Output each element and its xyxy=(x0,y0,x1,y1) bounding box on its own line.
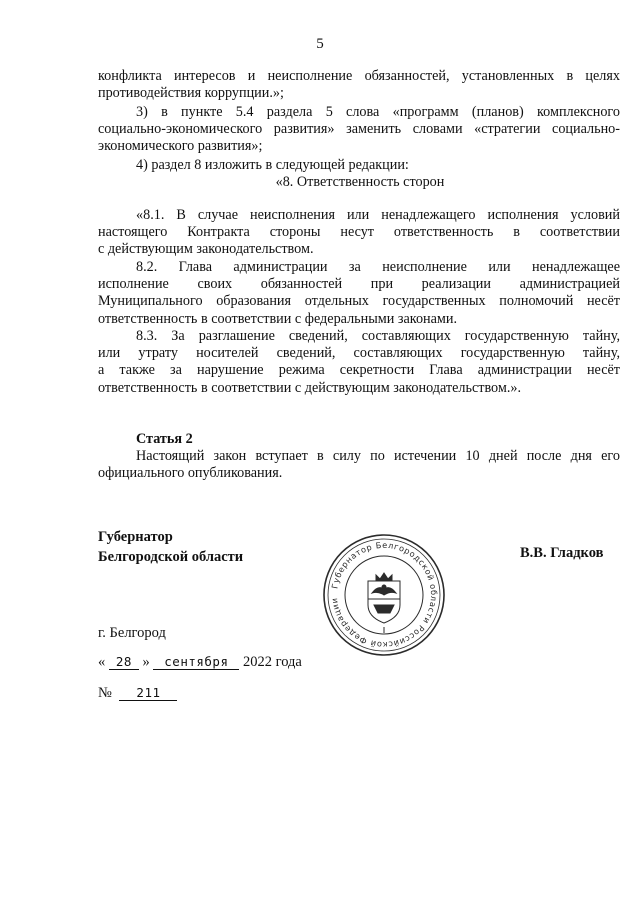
seal-ring-text: Губернатор Белгородской области Российской Федерации xyxy=(329,539,440,651)
paragraph-8-2 xyxy=(98,259,620,328)
paragraph-8-1 xyxy=(98,207,620,259)
text-line: официального опубликования. xyxy=(98,465,283,482)
text-line: 3) в пункте 5.4 раздела 5 слова «программ (планов) комплексного xyxy=(136,104,620,120)
text-line: 8.3. За разглашение сведений, составляющих государственную тайну, xyxy=(136,328,620,344)
text-line: ответственность в соответствии с федеральными законами. xyxy=(98,310,458,327)
text-line: противодействия коррупции.»; xyxy=(98,85,284,102)
date-day: 28 xyxy=(109,655,139,670)
text-line: Муниципального образования отдельных государственных полномочий несёт xyxy=(98,293,620,310)
text-line: ответственность в соответствии с действующим законодательством.». xyxy=(98,379,522,396)
text-line: «8.1. В случае неисполнения или ненадлежащего исполнения условий xyxy=(136,207,620,223)
number-label: № xyxy=(98,685,112,701)
document-number xyxy=(98,685,177,702)
text-line: 8.2. Глава администрации за неисполнение или ненадлежащее xyxy=(136,259,620,275)
signature-name: В.В. Гладков xyxy=(520,545,604,561)
paragraph-item-4 xyxy=(98,157,620,174)
text-line: исполнение своих обязанностей при реализации администрацией xyxy=(98,276,620,293)
text-line: конфликта интересов и неисполнение обязанностей, установленных в целях xyxy=(98,68,620,84)
signature-title xyxy=(98,527,243,567)
number-value: 211 xyxy=(119,686,177,701)
date-open-quote: « xyxy=(98,654,106,670)
page-number: 5 xyxy=(316,36,324,52)
paragraph-item-3 xyxy=(98,104,620,156)
place-of-signing: г. Белгород xyxy=(98,625,166,641)
signature-title-line: Белгородской области xyxy=(98,549,244,565)
signing-date xyxy=(98,654,302,671)
paragraph-corruption-end xyxy=(98,68,620,102)
coat-of-arms-icon xyxy=(368,573,400,633)
text-line: 4) раздел 8 изложить в следующей редакции: xyxy=(136,157,409,173)
text-line: экономического развития»; xyxy=(98,138,263,155)
article-2-body xyxy=(98,448,620,482)
text-line: а также за нарушение режима секретности Глава администрации несёт xyxy=(98,362,620,379)
article-2-heading: Статья 2 xyxy=(136,431,193,447)
paragraph-8-3 xyxy=(98,328,620,397)
text-line: настоящего Контракта стороны несут ответственность в соответствии xyxy=(98,224,620,241)
official-seal-stamp xyxy=(322,533,446,657)
text-line: Настоящий закон вступает в силу по истечении 10 дней после дня его xyxy=(136,448,620,464)
date-close-quote: » xyxy=(142,654,150,670)
date-year: 2022 года xyxy=(243,654,302,670)
text-line: с действующим законодательством. xyxy=(98,241,314,258)
section-heading: «8. Ответственность сторон xyxy=(275,174,445,190)
date-month: сентября xyxy=(153,655,239,670)
signature-title-line: Губернатор xyxy=(98,529,173,545)
text-line: или утрату носителей сведений, составляющих государственную тайну, xyxy=(98,345,620,362)
text-line: социально-экономического развития» заменить словами «стратегии социально- xyxy=(98,121,620,138)
